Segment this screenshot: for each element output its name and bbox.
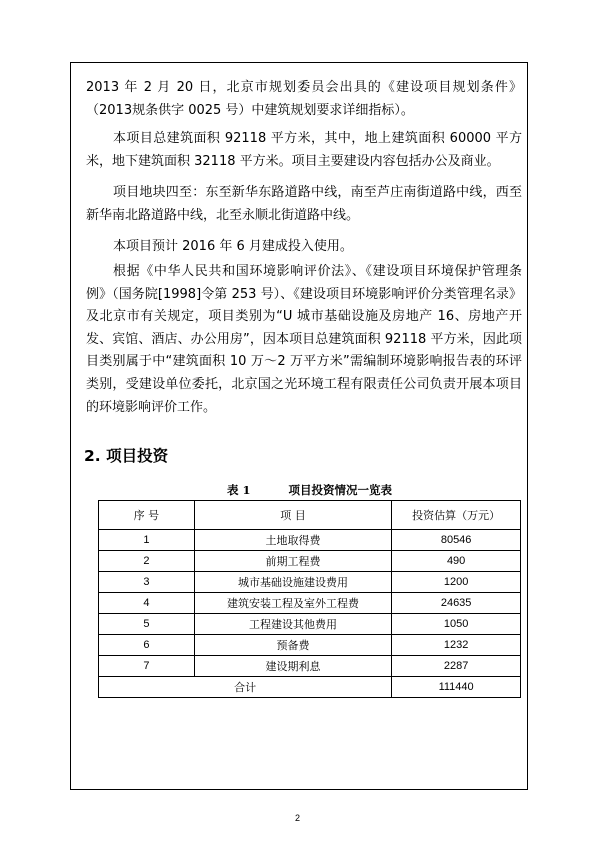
total-value: 111440 [392, 677, 521, 698]
paragraph-eia-basis: 根据《中华人民共和国环境影响评价法》、《建设项目环境保护管理条例》（国务院[1998]令第 253 号）、《建设项目环境影响评价分类管理名录》及北京市有关规定，项目类别为“U 城市基础设施及房地产 16、房地产开发、宾馆、酒店、办公用房”，因本项目总建筑面积 92118 平方米，因此项目类别属于中“建筑面积 10 万～2 万平方米”需编制环境影响报告表的环评类别，受建设单位委托，北京国之光环境工程有限责任公司负责开展本项目的环境影响评价工作。 [86, 264, 522, 415]
row-estimate: 1050 [392, 614, 521, 635]
row-item: 土地取得费 [194, 530, 391, 551]
paragraph-completion-date: 本项目预计 2016 年 6 月建成投入使用。 [113, 239, 353, 254]
row-estimate: 80546 [392, 530, 521, 551]
page-number: 2 [294, 813, 300, 823]
table-row [99, 656, 521, 677]
table-total-row [99, 677, 521, 698]
paragraph-planning-conditions: 2013 年 2 月 20 日，北京市规划委员会出具的《建设项目规划条件》（2013规条供字 0025 号）中建筑规划要求详细指标）。 [86, 80, 522, 118]
total-label: 合计 [99, 677, 392, 698]
row-item: 预备费 [194, 635, 391, 656]
table-row [99, 551, 521, 572]
row-serial: 2 [99, 551, 195, 572]
investment-table [98, 500, 521, 698]
row-serial: 3 [99, 572, 195, 593]
row-estimate: 24635 [392, 593, 521, 614]
table-caption-title: 项目投资情况一览表 [288, 483, 392, 497]
table-row [99, 530, 521, 551]
table-caption-number: 表 1 [226, 483, 251, 497]
row-estimate: 2287 [392, 656, 521, 677]
table-row [99, 593, 521, 614]
row-serial: 1 [99, 530, 195, 551]
row-serial: 6 [99, 635, 195, 656]
section-heading-investment: 2. 项目投资 [84, 447, 169, 465]
row-item: 工程建设其他费用 [194, 614, 391, 635]
table-row [99, 614, 521, 635]
row-item: 建设期利息 [194, 656, 391, 677]
paragraph-site-boundaries: 项目地块四至：东至新华东路道路中线，南至芦庄南街道路中线，西至新华南北路道路中线，北至永顺北街道路中线。 [86, 185, 522, 223]
row-serial: 4 [99, 593, 195, 614]
row-estimate: 1232 [392, 635, 521, 656]
paragraph-building-area: 本项目总建筑面积 92118 平方米，其中，地上建筑面积 60000 平方米，地下建筑面积 32118 平方米。项目主要建设内容包括办公及商业。 [86, 131, 522, 169]
row-item: 建筑安装工程及室外工程费 [194, 593, 391, 614]
row-serial: 7 [99, 656, 195, 677]
table-row [99, 572, 521, 593]
row-item: 城市基础设施建设费用 [194, 572, 391, 593]
row-estimate: 490 [392, 551, 521, 572]
header-serial: 序 号 [99, 501, 195, 530]
table-row [99, 635, 521, 656]
table-caption [98, 482, 521, 498]
row-serial: 5 [99, 614, 195, 635]
header-estimate: 投资估算（万元） [392, 501, 521, 530]
table-header-row [99, 501, 521, 530]
row-item: 前期工程费 [194, 551, 391, 572]
row-estimate: 1200 [392, 572, 521, 593]
header-item: 项 目 [194, 501, 391, 530]
